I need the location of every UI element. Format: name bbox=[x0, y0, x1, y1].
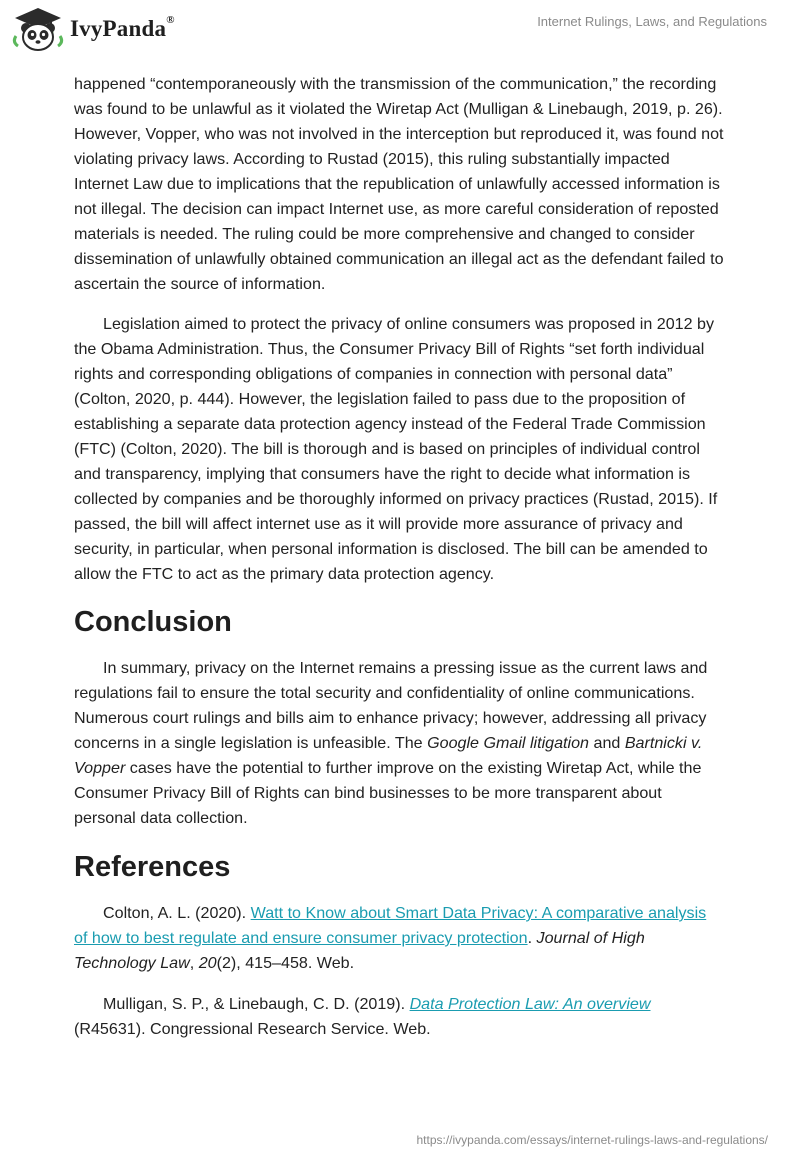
panda-graduate-icon bbox=[12, 6, 64, 52]
body-paragraph-2: Legislation aimed to protect the privacy of online consumers was proposed in 2012 by the Obama Administration. Thus, the Consumer Privacy Bill of Rights “set forth individual rights and corresponding obligations of companies in connection with personal data” (Colton, 2020, p. 444). However, the legislation failed to pass due to the proposition of establishing a separate data protection agency instead of the Federal Trade Commission (FTC) (Colton, 2020). The bill is thorough and is based on principles of individual control and transparency, implying that consumers have the right to decide what information is collected by companies and be thoroughly informed on privacy practices (Rustad, 2015). If passed, the bill will affect internet use as it will provide more assurance of privacy and security, in particular, when personal information is disclosed. The bill can be amended to allow the FTC to act as the primary data protection agency. bbox=[74, 315, 718, 583]
reference-colton-link[interactable]: Watt to Know about Smart Data Privacy: A comparative analysis of how to best regulate and ensure consumer privacy protection bbox=[74, 904, 707, 947]
footer-url[interactable]: https://ivypanda.com/essays/internet-rulings-laws-and-regulations/ bbox=[416, 1133, 768, 1147]
ivypanda-logo[interactable] bbox=[12, 6, 175, 52]
logo-wordmark: IvyPanda® bbox=[70, 14, 175, 41]
document-body bbox=[74, 72, 724, 1042]
conclusion-heading: Conclusion bbox=[74, 606, 232, 638]
references-heading: References bbox=[74, 851, 231, 883]
running-title: Internet Rulings, Laws, and Regulations bbox=[537, 14, 767, 29]
reference-colton: Colton, A. L. (2020). Watt to Know about Smart Data Privacy: A comparative analysis of how to best regulate and ensure consumer privacy protection. Journal of High Technology Law, 20(2), 415–458. Web. bbox=[74, 904, 707, 972]
reference-mulligan-link[interactable]: Data Protection Law: An overview bbox=[409, 995, 651, 1013]
body-paragraph-1: happened “contemporaneously with the transmission of the communication,” the recording was found to be unlawful as it violated the Wiretap Act (Mulligan & Linebaugh, 2019, p. 26). However, Vopper, who was not involved in the interception but reproduced it, was found not violating privacy laws. According to Rustad (2015), this ruling substantially impacted Internet Law due to implications that the republication of unlawfully accessed information is not illegal. The decision can impact Internet use, as more careful consideration of reposted materials is needed. The ruling could be more comprehensive and changed to consider dissemination of unlawfully obtained communication an illegal act as the defendant failed to ascertain the source of information. bbox=[74, 75, 724, 293]
conclusion-paragraph: In summary, privacy on the Internet remains a pressing issue as the current laws and regulations fail to ensure the total security and confidentiality of online communications. Numerous court rulings and bills aim to enhance privacy; however, addressing all privacy concerns in a single legislation is unfeasible. The Google Gmail litigation and Bartnicki v. Vopper cases have the potential to further improve on the existing Wiretap Act, while the Consumer Privacy Bill of Rights can bind businesses to be more transparent about personal data collection. bbox=[74, 659, 708, 827]
reference-mulligan: Mulligan, S. P., & Linebaugh, C. D. (2019). Data Protection Law: An overview (R45631). Congressional Research Service. Web. bbox=[74, 995, 651, 1038]
page-header bbox=[0, 0, 800, 70]
